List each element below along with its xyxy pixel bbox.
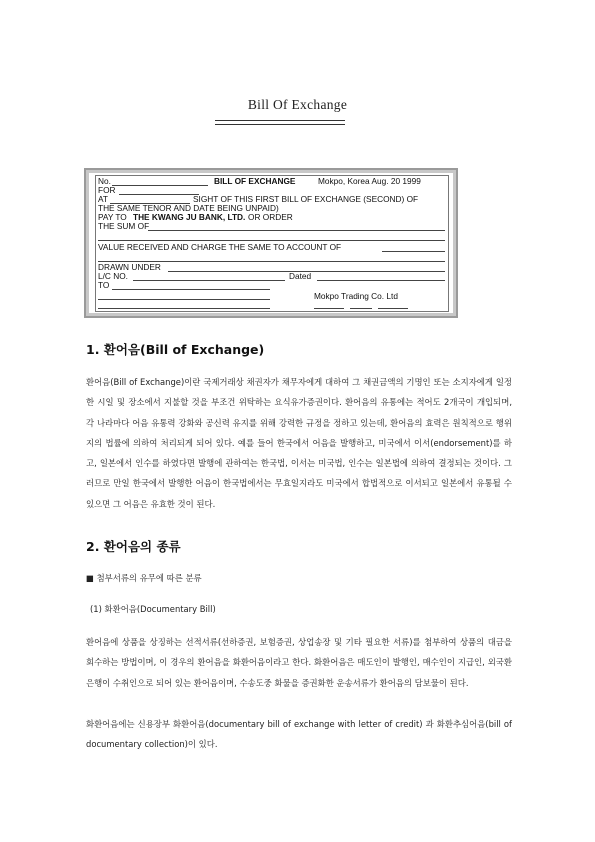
- bill-sum-line-2: [98, 240, 445, 241]
- bill-to-line-3: [98, 308, 270, 309]
- bill-signature-line-3: [378, 308, 408, 309]
- bill-to-line-2: [98, 299, 270, 300]
- bill-lc-label: L/C NO.: [98, 271, 128, 281]
- bill-for-line: [119, 194, 199, 195]
- section-1-paragraph: 환어음(Bill of Exchange)이란 국제거래상 채권자가 채무자에게 대하여 그 채권금액의 기명인 또는 소지자에게 일정한 시일 및 장소에서 지불할 것을 부조건 위탁하는 요식유가증권이다. 환어음의 유통에는 적어도 2개국이 개입되며, 각 나라마다 어음 유통력 강화와 공신력 유지를 위해 강력한 규정을 정하고 있는데, 환어음의 효력은 원칙적으로 행위지의 법률에 의하여 처리되게 되어 있다. 예를 들어 한국에서 어음을 발행하고, 미국에서 이서(endorsement)를 하고, 일본에서 인수를 하였다면 발행에 관하여는 한국법, 이서는 미국법, 인수는 일본법에 의하여 결정되는 것이다. 그러므로 만일 한국에서 발행한 어음이 한국법에서는 무효일지라도 미국에서 합법적으로 이서되고 일본에서 유통될 수 있으면 그 어음은 유효한 것이 된다.: [86, 377, 512, 509]
- bill-signature-line-2: [350, 308, 372, 309]
- bill-heading: BILL OF EXCHANGE: [214, 176, 296, 186]
- bill-drawer-name: Mokpo Trading Co. Ltd: [314, 291, 398, 301]
- bill-to-line: [112, 289, 270, 290]
- bill-payee: THE KWANG JU BANK, LTD.: [133, 212, 246, 222]
- bill-for-label: FOR: [98, 185, 116, 195]
- section-heading-2: 2. 환어음의 종류: [86, 539, 181, 554]
- bill-sight-text: SIGHT OF THIS FIRST BILL OF EXCHANGE (SECOND) OF: [193, 194, 419, 204]
- document-title: Bill Of Exchange: [247, 97, 348, 112]
- bill-no-line: [112, 185, 208, 186]
- bill-lc-line: [133, 280, 285, 281]
- bill-sum-line: [148, 230, 445, 231]
- bill-no-label: No.: [98, 176, 111, 186]
- bill-value-text: VALUE RECEIVED AND CHARGE THE SAME TO ACCOUNT OF: [98, 242, 342, 252]
- title-double-underline: [215, 120, 345, 125]
- bill-dated-line: [317, 280, 445, 281]
- bill-sum-label: THE SUM OF: [98, 221, 150, 231]
- bill-drawn-under-label: DRAWN UNDER: [98, 262, 161, 272]
- bill-dated-label: Dated: [289, 271, 312, 281]
- section-heading-1: 1. 환어음(Bill of Exchange): [86, 342, 265, 357]
- bill-or-order: OR ORDER: [248, 212, 293, 222]
- documentary-bill-kinds-paragraph: 화환어음에는 신용장부 화환어음(documentary bill of exchange with letter of credit) 과 화환추심어음(bill of documentary collection)이 있다.: [86, 719, 512, 750]
- bill-account-line: [382, 251, 445, 252]
- bill-to-label: TO: [98, 280, 110, 290]
- bill-tenor-text: THE SAME TENOR AND DATE BEING UNPAID): [98, 203, 279, 213]
- bill-at-label: AT: [98, 194, 108, 204]
- bullet-heading: ■ 첨부서류의 유무에 따른 분류: [86, 573, 202, 583]
- bill-pay-to-label: PAY TO: [98, 212, 127, 222]
- documentary-bill-paragraph: 환어음에 상품을 상징하는 선적서류(선하증권, 보험증권, 상업송장 및 기타 필요한 서류)를 첨부하여 상품의 대금을 회수하는 방법이며, 이 경우의 환어음을 화환어음이라고 한다. 화환어음은 매도인이 발행인, 매수인이 지급인, 외국환은행이 수취인으로 되어 있는 환어음이며, 수송도중 화물을 증권화한 운송서류가 환어음의 담보물이 된다.: [86, 637, 512, 688]
- bill-place-date: Mokpo, Korea Aug. 20 1999: [318, 176, 421, 186]
- bill-signature-line-1: [314, 308, 344, 309]
- sub-heading-documentary-bill: (1) 화환어음(Documentary Bill): [90, 604, 216, 614]
